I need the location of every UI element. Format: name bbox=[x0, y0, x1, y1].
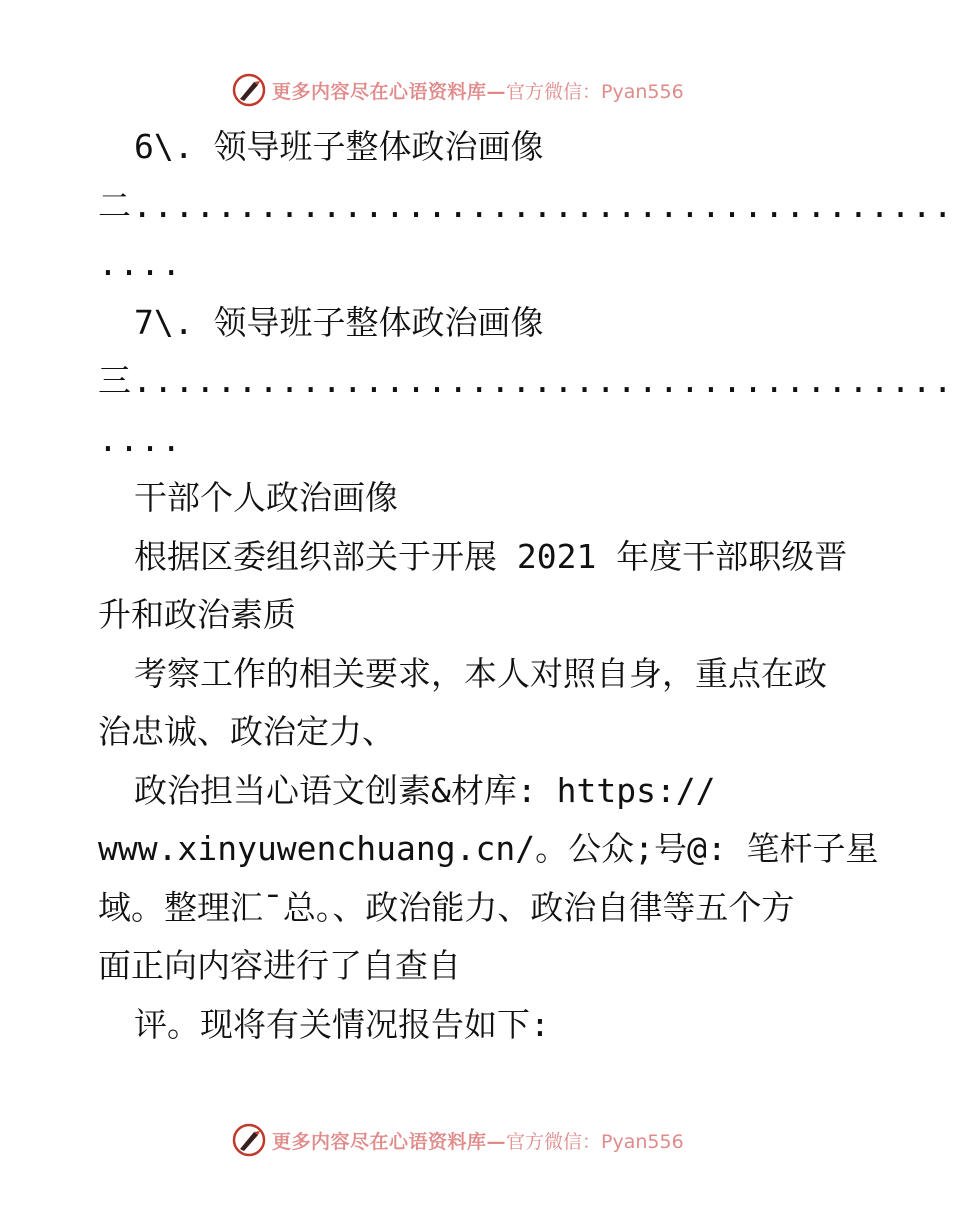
paragraph-line: 政治担当心语文创素&材库: https:// bbox=[134, 770, 716, 810]
paragraph-line: 面正向内容进行了自查自 bbox=[98, 946, 461, 985]
paragraph-line: 升和政治素质 bbox=[98, 595, 296, 634]
header-watermark-banner bbox=[232, 70, 752, 110]
toc-entry-6: 6\. 领导班子整体政治画像 bbox=[134, 127, 544, 166]
toc-entry-7: 7\. 领导班子整体政治画像 bbox=[134, 302, 544, 342]
pen-logo-icon bbox=[232, 73, 266, 107]
banner-contact: 官方微信：Pyan556 bbox=[506, 80, 684, 103]
paragraph-line: 考察工作的相关要求，本人对照自身，重点在政 bbox=[134, 653, 827, 693]
paragraph-line: www.xinyuwenchuang.cn/。公众;号@: 笔杆子星 bbox=[98, 829, 879, 868]
banner-contact: 官方微信：Pyan556 bbox=[506, 1130, 684, 1153]
paragraph-line: 域。整理汇¯总。、政治能力、政治自律等五个方 bbox=[98, 887, 795, 927]
banner-slogan: 更多内容尽在心语资料库— bbox=[272, 1130, 507, 1153]
toc-leader-2: 二....................................... bbox=[98, 185, 954, 225]
section-heading: 干部个人政治画像 bbox=[134, 478, 398, 517]
paragraph-line: 评。现将有关情况报告如下: bbox=[134, 1004, 550, 1044]
paragraph-line: 治忠诚、政治定力、 bbox=[98, 712, 395, 751]
toc-leader-3-cont: .... bbox=[98, 419, 183, 459]
toc-leader-2-cont: .... bbox=[98, 244, 183, 283]
footer-watermark-banner bbox=[232, 1120, 752, 1160]
document-body bbox=[98, 118, 954, 1054]
banner-slogan: 更多内容尽在心语资料库— bbox=[272, 80, 507, 103]
toc-leader-3: 三....................................... bbox=[98, 361, 954, 400]
pen-logo-icon bbox=[232, 1123, 266, 1157]
paragraph-line: 根据区委组织部关于开展 2021 年度干部职级晋 bbox=[134, 536, 848, 576]
